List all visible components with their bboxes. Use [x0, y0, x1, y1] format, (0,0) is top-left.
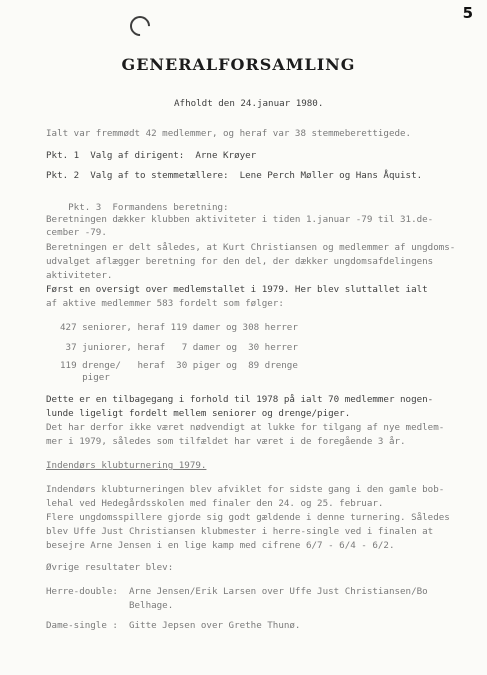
report-line: lunde ligeligt fordelt mellem seniorer og drenge/piger.	[46, 408, 351, 419]
member-row: 37 juniorer, heraf 7 damer og 30 herrer	[60, 342, 298, 353]
section-heading: Indendørs klubturnering 1979.	[46, 460, 207, 471]
report-line: udvalget aflægger beretning for den del, der dækker ungdomsafdelingens	[46, 256, 434, 267]
result-row: Dame-single : Gitte Jepsen over Grethe Thunø.	[46, 620, 301, 631]
page-title: GENERALFORSAMLING	[121, 55, 356, 74]
result-row: Herre-double: Arne Jensen/Erik Larsen over Uffe Just Christiansen/Bo	[46, 586, 428, 597]
report-line: Dette er en tilbagegang i forhold til 1978 på ialt 70 medlemmer nogen-	[46, 394, 434, 405]
report-line: af aktive medlemmer 583 fordelt som følger:	[46, 298, 284, 309]
report-line: Beretningen er delt således, at Kurt Christiansen og medlemmer af ungdoms-	[46, 242, 456, 253]
tournament-line: Indendørs klubturneringen blev afviklet for sidste gang i den gamle bob-	[46, 484, 445, 495]
tournament-line: lehal ved Hedegårdsskolen med finaler den 24. og 25. februar.	[46, 498, 384, 509]
result-row: Belhage.	[46, 600, 174, 611]
item-3-heading: Pkt. 3 Formandens beretning:	[68, 202, 229, 213]
report-line: mer i 1979, således som tilfældet har været i de foregående 3 år.	[46, 436, 406, 447]
report-line: Det har derfor ikke været nødvendigt at lukke for tilgang af nye medlem-	[46, 422, 445, 433]
report-line: cember -79.	[46, 227, 107, 238]
member-row: 119 drenge/ heraf 30 piger og 89 drenge	[60, 360, 298, 371]
member-row: piger	[60, 372, 110, 383]
tournament-line: Flere ungdomsspillere gjorde sig godt gældende i denne turnering. Således	[46, 512, 450, 523]
report-line: Først en oversigt over medlemstallet i 1979. Her blev sluttallet ialt	[46, 284, 428, 295]
report-line: Beretningen dækker klubben aktiviteter i tiden 1.januar -79 til 31.de-	[46, 214, 434, 225]
tournament-line: besejre Arne Jensen i en lige kamp med cifrene 6/7 - 6/4 - 6/2.	[46, 540, 395, 551]
results-heading: Øvrige resultater blev:	[46, 562, 174, 573]
report-line: aktiviteter.	[46, 270, 113, 281]
tournament-line: blev Uffe Just Christiansen klubmester i herre-single ved i finalen at	[46, 526, 434, 537]
page-number: 5	[462, 4, 473, 22]
item-2: Pkt. 2 Valg af to stemmetællere: Lene Perch Møller og Hans Åquist.	[46, 170, 423, 181]
scan-mark-icon	[126, 12, 154, 40]
attendance-line: Ialt var fremmødt 42 medlemmer, og heraf var 38 stemmeberettigede.	[46, 128, 412, 139]
meeting-date: Afholdt den 24.januar 1980.	[174, 98, 324, 109]
item-1: Pkt. 1 Valg af dirigent: Arne Krøyer	[46, 150, 257, 161]
member-row: 427 seniorer, heraf 119 damer og 308 herrer	[60, 322, 298, 333]
